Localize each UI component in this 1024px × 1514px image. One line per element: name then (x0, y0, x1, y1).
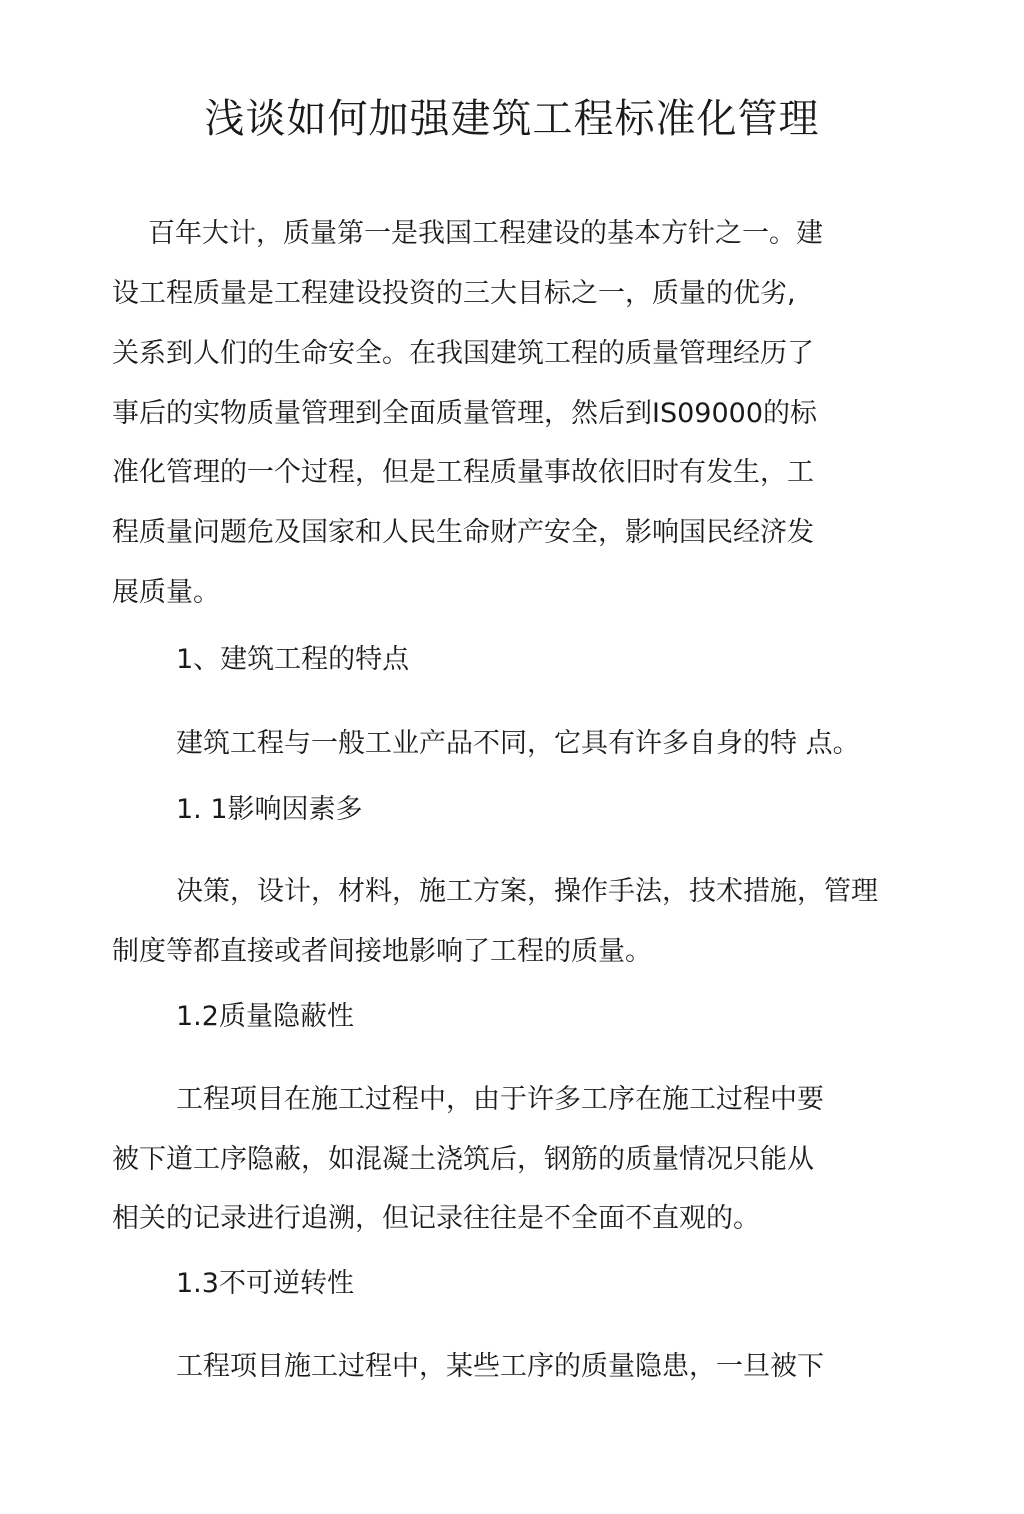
paragraph-2-line-1: 建筑工程与一般工业产品不同，它具有许多自身的特 点。 (176, 728, 860, 759)
paragraph-4-line-3: 相关的记录进行追溯，但记录往往是不全面不直观的。 (112, 1203, 760, 1234)
paragraph-4-line-1: 工程项目在施工过程中，由于许多工序在施工过程中要 (176, 1084, 824, 1115)
section-heading-1: 1、建筑工程的特点 (176, 644, 410, 675)
paragraph-1-line-5: 准化管理的一个过程，但是工程质量事故依旧时有发生，工 (112, 457, 814, 488)
paragraph-1-line-3: 关系到人们的生命安全。在我国建筑工程的质量管理经历了 (112, 338, 814, 369)
paragraph-1-line-1: 百年大计，质量第一是我国工程建设的基本方针之一。建 (148, 218, 823, 249)
section-heading-1-3: 1.3不可逆转性 (176, 1268, 354, 1299)
document-title: 浅谈如何加强建筑工程标准化管理 (204, 96, 820, 142)
paragraph-1-line-6: 程质量问题危及国家和人民生命财产安全，影响国民经济发 (112, 517, 814, 548)
paragraph-1-line-7: 展质量。 (112, 577, 220, 608)
paragraph-1-line-2: 设工程质量是工程建设投资的三大目标之一，质量的优劣, (112, 278, 796, 309)
paragraph-3-line-1: 决策，设计，材料，施工方案，操作手法，技术措施，管理 (176, 876, 878, 907)
paragraph-3-line-2: 制度等都直接或者间接地影响了工程的质量。 (112, 936, 652, 967)
paragraph-4-line-2: 被下道工序隐蔽，如混凝土浇筑后，钢筋的质量情况只能从 (112, 1144, 814, 1175)
paragraph-1-line-4: 事后的实物质量管理到全面质量管理，然后到IS09000的标 (112, 398, 817, 429)
section-heading-1-2: 1.2质量隐蔽性 (176, 1001, 354, 1032)
paragraph-5-line-1: 工程项目施工过程中，某些工序的质量隐患，一旦被下 (176, 1351, 824, 1382)
section-heading-1-1: 1. 1影响因素多 (176, 794, 363, 825)
